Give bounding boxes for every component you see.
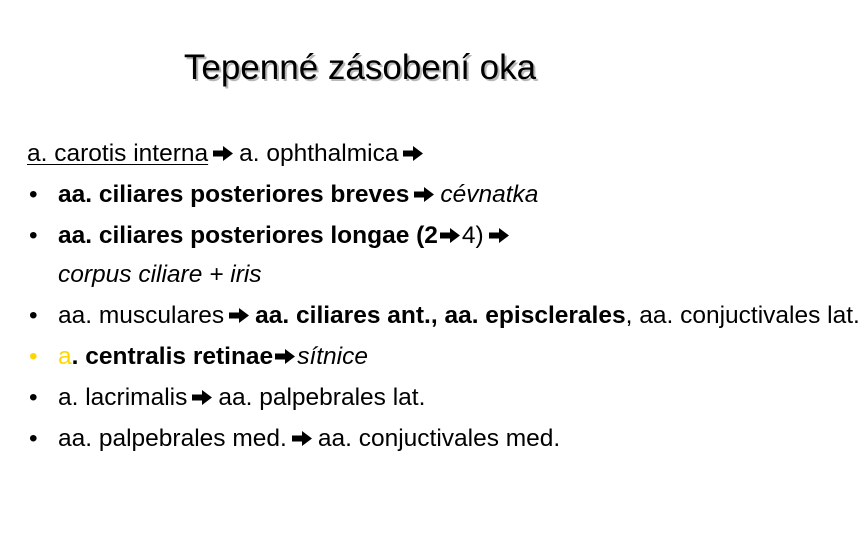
item-target-rest: , aa. conjuctivales lat.	[625, 302, 860, 329]
right-arrow-icon	[402, 145, 424, 162]
bullet-dot: •	[29, 343, 38, 370]
right-arrow-icon	[228, 307, 250, 324]
item-source: aa. ciliares posteriores breves	[58, 181, 410, 208]
bullet-dot: •	[29, 181, 38, 208]
list-item	[27, 418, 717, 459]
bullet-dot: •	[29, 425, 38, 452]
item-target: aa. conjuctivales med.	[317, 425, 561, 452]
item-source: . centralis retinae	[71, 343, 274, 370]
list-item	[27, 215, 717, 295]
item-target: cévnatka	[440, 181, 539, 208]
item-target: corpus ciliare + iris	[58, 261, 262, 288]
item-source: aa. ciliares posteriores longae (2	[58, 222, 438, 249]
list-item	[27, 377, 717, 418]
right-arrow-icon	[274, 348, 296, 365]
item-source: aa. palpebrales med.	[58, 425, 287, 452]
right-arrow-icon	[191, 389, 213, 406]
item-target-bold: aa. ciliares ant., aa. episclerales	[255, 302, 626, 329]
right-arrow-icon	[212, 145, 234, 162]
right-arrow-icon	[413, 186, 435, 203]
item-count: 4)	[461, 222, 484, 249]
right-arrow-icon	[488, 227, 510, 244]
ophthalmica-label: a. ophthalmica	[239, 140, 399, 167]
item-source: aa. musculares	[58, 302, 225, 329]
bullet-dot: •	[29, 222, 38, 249]
carotis-interna-label: a. carotis interna	[27, 140, 209, 167]
item-target: aa. palpebrales lat.	[218, 384, 426, 411]
bullet-dot: •	[29, 302, 38, 329]
list-item	[27, 336, 717, 377]
line-carotis	[27, 133, 717, 174]
bullet-dot: •	[29, 384, 38, 411]
item-source: a. lacrimalis	[58, 384, 188, 411]
right-arrow-icon	[439, 227, 461, 244]
item-prefix: a	[58, 343, 72, 370]
right-arrow-icon	[291, 430, 313, 447]
list-item	[27, 174, 717, 215]
slide-title: Tepenné zásobení oka	[183, 48, 537, 87]
item-target: sítnice	[297, 343, 368, 370]
list-item	[27, 295, 860, 336]
artery-list	[27, 133, 860, 459]
